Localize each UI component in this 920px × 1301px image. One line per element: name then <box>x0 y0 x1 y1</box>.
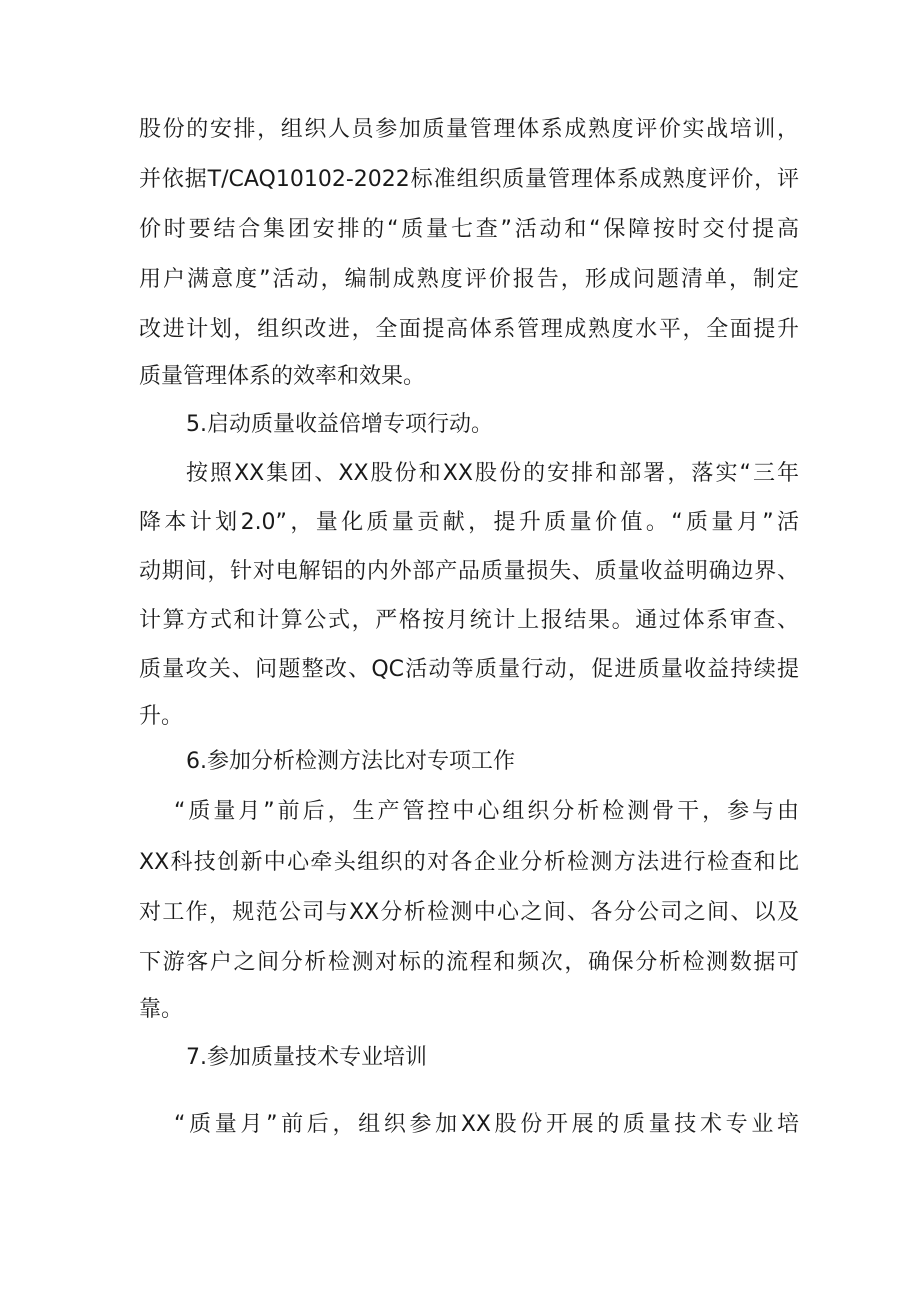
paragraph-line: 下游客户之间分析检测对标的流程和频次，确保分析检测数据可 <box>139 950 799 975</box>
paragraph-line: 质量管理体系的效率和效果。 <box>139 364 426 389</box>
paragraph-line: 价时要结合集团安排的“质量七查”活动和“保障按时交付提高 <box>139 217 799 242</box>
paragraph-line: 对工作，规范公司与XX分析检测中心之间、各分公司之间、以及 <box>139 900 799 925</box>
paragraph-line: 降本计划2.0”，量化质量贡献，提升质量价值。“质量月”活 <box>139 510 799 535</box>
paragraph-line: 质量攻关、问题整改、QC活动等质量行动，促进质量收益持续提 <box>139 657 799 682</box>
paragraph-line: 改进计划，组织改进，全面提高体系管理成熟度水平，全面提升 <box>139 317 799 342</box>
paragraph-line: XX科技创新中心牵头组织的对各企业分析检测方法进行检查和比 <box>139 850 799 875</box>
paragraph-line: 股份的安排，组织人员参加质量管理体系成熟度评价实战培训， <box>139 117 799 142</box>
paragraph-line: 用户满意度”活动，编制成熟度评价报告，形成问题清单，制定 <box>139 267 799 292</box>
paragraph-line: 动期间，针对电解铝的内外部产品质量损失、质量收益明确边界、 <box>139 559 799 584</box>
paragraph-line: 靠。 <box>139 997 184 1022</box>
section-heading-5: 5.启动质量收益倍增专项行动。 <box>186 412 493 437</box>
paragraph-line: 计算方式和计算公式，严格按月统计上报结果。通过体系审查、 <box>139 608 799 633</box>
paragraph-line: “质量月”前后，生产管控中心组织分析检测骨干，参与由 <box>174 799 799 824</box>
section-heading-7: 7.参加质量技术专业培训 <box>186 1045 427 1070</box>
paragraph-line: 升。 <box>139 704 184 729</box>
paragraph-line: 按照XX集团、XX股份和XX股份的安排和部署，落实“三年 <box>186 461 799 486</box>
section-heading-6: 6.参加分析检测方法比对专项工作 <box>186 749 515 774</box>
paragraph-line: 并依据T/CAQ10102-2022标准组织质量管理体系成熟度评价，评 <box>139 167 799 192</box>
paragraph-line: “质量月”前后，组织参加XX股份开展的质量技术专业培 <box>174 1112 799 1137</box>
